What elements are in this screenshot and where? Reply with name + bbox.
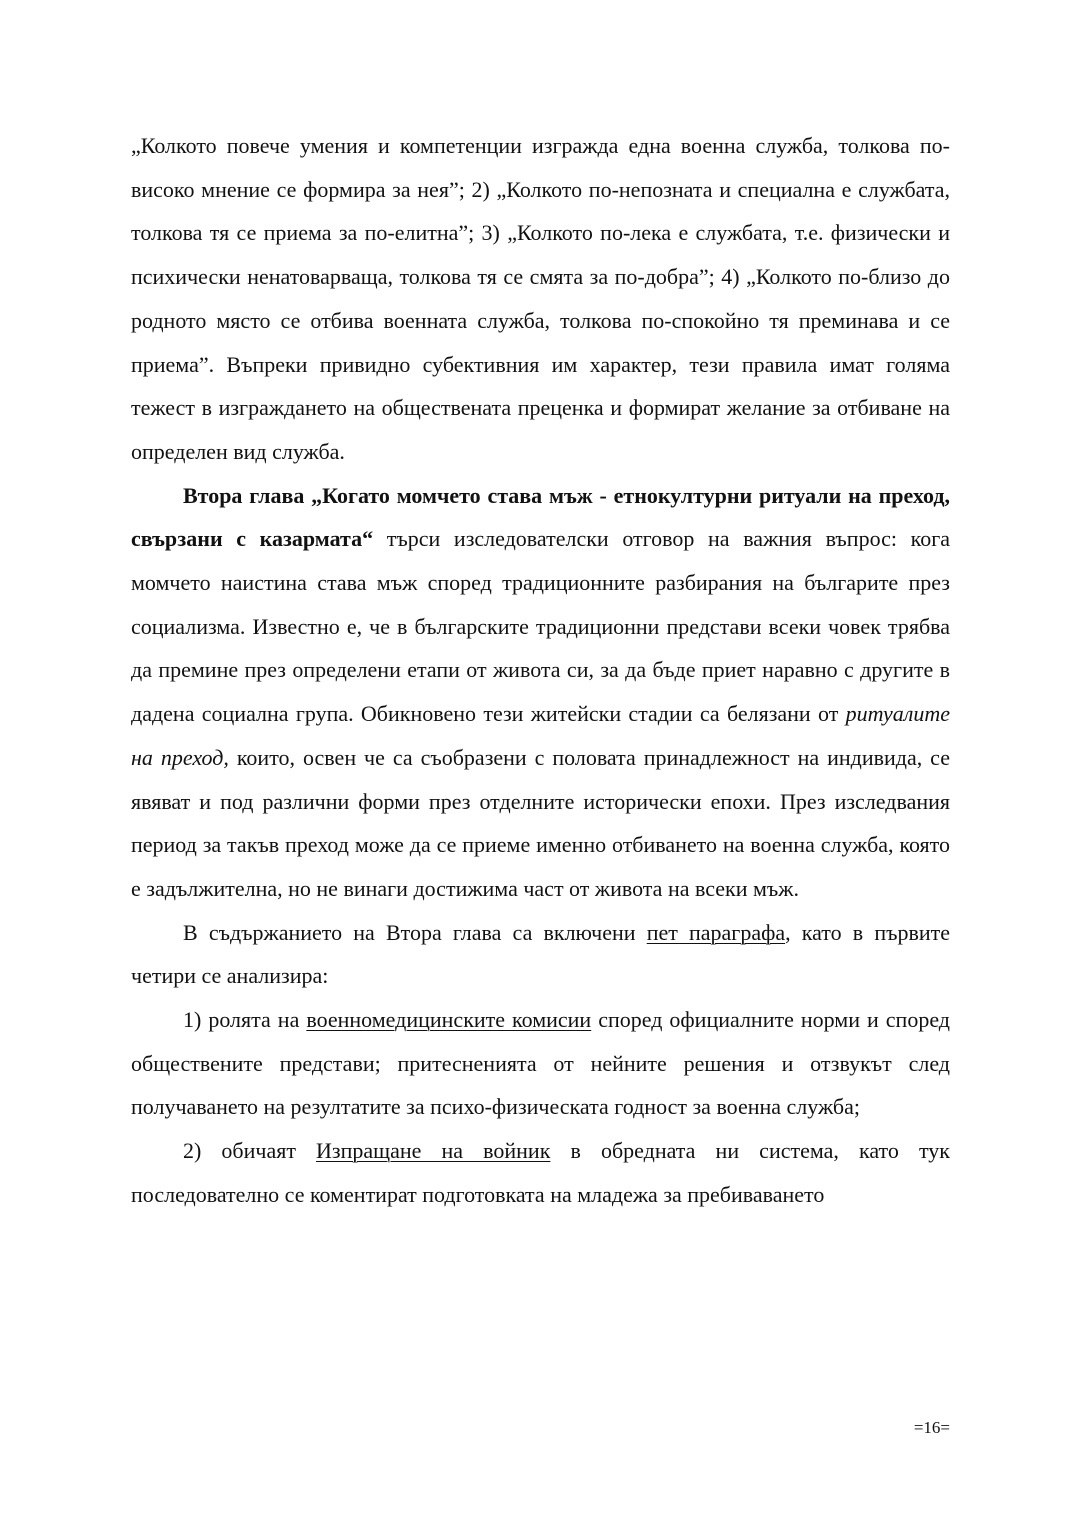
paragraph-3-text-b: , като в първите четири се анализира: [131, 919, 951, 989]
sending-off-soldier-underlined: Изпращане на войник [316, 1138, 551, 1164]
list-item-1 [131, 998, 950, 1129]
five-paragraphs-underlined: пет параграфа [646, 919, 786, 945]
paragraph-1 [131, 124, 950, 474]
document-body [131, 124, 950, 1217]
medical-commissions-underlined: военномедицинските комисии [306, 1007, 592, 1033]
paragraph-3-text-a: В съдържанието на Втора глава са включени [183, 919, 647, 945]
paragraph-3 [131, 911, 950, 998]
paragraph-2-text-b: които, освен че са съобразени с половата принадлежност на индивида, се явяват и под различни форми през отделните исторически епохи. През изследвания период за такъв преход може да се приеме именно отбиването на военна служба, която е задължителна, но не винаги достижима част от живота на всеки мъж. [131, 744, 950, 901]
list-item-2-text-a: 2) обичаят [183, 1138, 317, 1164]
page-number: =16= [913, 1418, 950, 1437]
rituals-of-passage-term: ритуалите на преход, [131, 701, 950, 770]
paragraph-2 [131, 474, 950, 911]
list-item-2 [131, 1129, 950, 1216]
list-item-1-text-a: 1) ролята на [183, 1007, 307, 1033]
paragraph-1-text: „Колкото повече умения и компетенции изгражда една военна служба, толкова по-високо мнение се формира за нея”; 2) „Колкото по-непозната и специална е службата, толкова тя се приема за по-елитна”; 3) „Колкото по-лека е службата, т.е. физически и психически ненатоварваща, толкова тя се смята за по-добра”; 4) „Колкото по-близо до родното място се отбива военната служба, толкова по-спокойно тя преминава и се приема”. Въпреки привидно субективния им характер, тези правила имат голяма тежест в изграждането на обществената преценка и формират желание за отбиване на определен вид служба. [131, 133, 950, 464]
chapter-two-title: Втора глава „Когато момчето става мъж - етнокултурни ритуали на преход, свързани с казармата“ [131, 482, 950, 552]
list-item-1-text-b: според официалните норми и според обществените представи; притесненията от нейните решения и отзвукът след получаването на резултатите за психо-физическата годност за военна служба; [131, 1007, 950, 1120]
paragraph-2-text-a: търси изследователски отговор на важния въпрос: кога момчето наистина става мъж според традиционните разбирания на българите през социализма. Известно е, че в българските традиционни представи всеки човек трябва да премине през определени етапи от живота си, за да бъде приет наравно с другите в дадена социална група. Обикновено тези житейски стадии са белязани от [131, 526, 950, 727]
list-item-2-text-b: в обредната ни система, като тук последователно се коментират подготовката на младежа за пребиваването [131, 1138, 950, 1207]
